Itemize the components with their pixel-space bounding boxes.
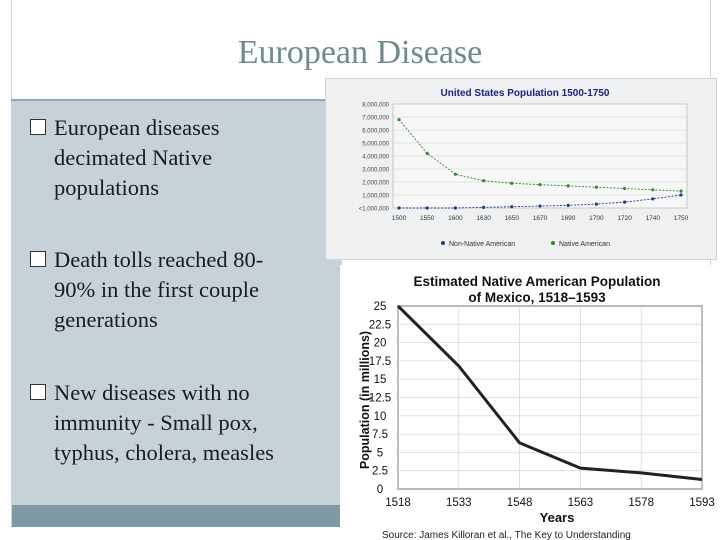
legend-label-native: Native American (559, 241, 610, 248)
chart2-y-tick-label: 0 (376, 484, 384, 496)
bullet-item (30, 245, 330, 335)
chart1-data-point (482, 206, 485, 209)
legend-marker-non-native (441, 241, 445, 245)
chart2-x-tick-label: 1578 (628, 497, 654, 509)
chart2-y-tick-label: 15 (373, 374, 387, 387)
chart1-y-tick-label: 6,000,000 (362, 128, 389, 135)
chart2-y-tick-label: 22.5 (368, 319, 392, 332)
chart1-data-point (397, 118, 400, 121)
chart1-data-point (510, 205, 513, 208)
chart1-x-tick-label: 1740 (645, 215, 661, 222)
chart1-x-tick-label: 1690 (560, 215, 576, 222)
mexico-population-chart (340, 265, 720, 540)
bullet-box-icon (30, 119, 46, 135)
chart1-y-tick-label: 5,000,000 (362, 141, 389, 148)
bullet-text: European diseases decimated Native populations (54, 115, 220, 200)
chart2-y-tick-label: 12.5 (368, 392, 392, 405)
chart2-y-ticks (369, 301, 391, 496)
chart1-x-tick-label: 1670 (532, 215, 548, 222)
chart1-data-point (651, 197, 654, 200)
bullet-item (30, 378, 330, 468)
chart2-y-tick-label: 25 (373, 301, 387, 313)
chart2-y-axis-label: Population (in millions) (358, 330, 372, 470)
chart1-x-tick-label: 1650 (504, 215, 520, 222)
chart1-x-tick-label: 1500 (391, 215, 407, 222)
chart1-data-point (623, 187, 626, 190)
chart2-x-tick-label: 1518 (385, 497, 411, 509)
chart1-x-tick-label: 1600 (448, 215, 463, 222)
chart2-x-axis-label: Years (539, 510, 575, 525)
footer-bar (12, 505, 344, 527)
chart1-data-point (397, 206, 400, 209)
chart2-y-tick-label: 20 (373, 337, 387, 350)
chart1-data-point (679, 190, 682, 193)
chart1-data-point (426, 152, 429, 155)
chart1-y-tick-label: 2,000,000 (362, 180, 389, 187)
chart1-x-tick-label: 1630 (476, 215, 491, 222)
chart2-title: Estimated Native American Population (413, 274, 661, 289)
chart1-data-point (482, 179, 485, 182)
chart1-data-point (567, 184, 570, 187)
chart2-source: Source: James Killoran et al., The Key to Understanding (382, 530, 631, 540)
chart2-subtitle: of Mexico, 1518–1593 (468, 290, 606, 305)
chart2-y-tick-label: 5 (376, 447, 384, 460)
chart1-data-point (623, 201, 626, 204)
chart1-y-tick-label: 3,000,000 (362, 167, 389, 174)
chart1-y-tick-label: 8,000,000 (362, 102, 389, 109)
slide-title: European Disease (237, 34, 483, 71)
chart2-x-tick-label: 1593 (689, 497, 715, 509)
chart1-y-tick-label: 7,000,000 (362, 115, 389, 122)
chart1-y-tick-label: 4,000,000 (362, 154, 389, 161)
chart1-data-point (595, 186, 598, 189)
chart1-data-point (454, 206, 457, 209)
chart1-y-tick-label: <1,000,000 (358, 206, 389, 213)
chart1-x-tick-label: 1700 (589, 215, 604, 222)
chart1-data-point (567, 204, 570, 207)
chart1-data-point (426, 206, 429, 209)
chart1-data-point (595, 203, 598, 206)
bullet-text: Death tolls reached 80- 90% in the first couple generations (54, 247, 264, 332)
chart1-x-tick-label: 1550 (419, 215, 435, 222)
chart2-x-tick-label: 1548 (506, 497, 533, 509)
chart1-y-tick-label: 1,000,000 (362, 193, 389, 200)
chart1-x-tick-label: 1750 (673, 215, 689, 222)
legend-label-non-native: Non-Native American (449, 241, 516, 248)
bullet-item (30, 113, 330, 203)
chart1-data-point (538, 204, 541, 207)
chart1-y-ticks (359, 103, 390, 213)
chart1-title: United States Population 1500-1750 (440, 88, 610, 99)
legend-marker-native (551, 241, 555, 245)
chart2-y-tick-label: 17.5 (368, 355, 392, 368)
chart2-x-tick-label: 1563 (567, 497, 594, 509)
bullet-box-icon (30, 251, 46, 267)
chart1-data-point (538, 183, 541, 186)
chart1-data-point (454, 173, 457, 176)
chart1-x-tick-label: 1720 (617, 215, 632, 222)
chart1-data-point (679, 193, 682, 196)
chart2-y-tick-label: 2.5 (372, 465, 388, 478)
us-population-chart (325, 78, 717, 260)
chart2-y-tick-label: 10 (373, 410, 387, 423)
bullet-text: New diseases with no immunity - Small pox, typhus, cholera, measles (54, 380, 274, 465)
chart1-data-point (510, 182, 513, 185)
bullet-box-icon (30, 384, 46, 400)
chart1-data-point (651, 188, 654, 191)
chart2-x-tick-label: 1533 (446, 497, 472, 509)
chart2-y-tick-label: 7.5 (372, 429, 388, 442)
